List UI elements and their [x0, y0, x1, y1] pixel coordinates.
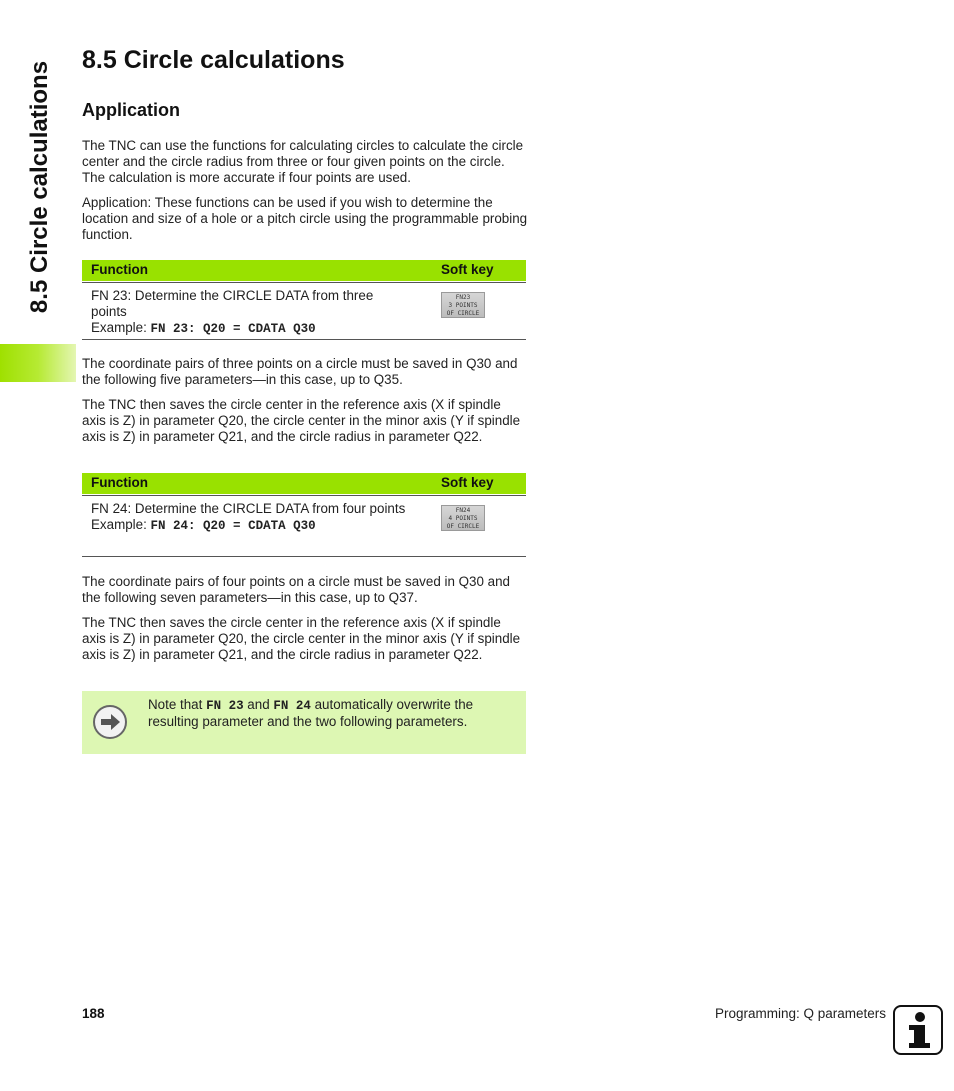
header-softkey: Soft key — [441, 262, 494, 277]
fn24-softkey[interactable]: FN24 4 POINTS OF CIRCLE — [441, 505, 485, 531]
paragraph-intro: The TNC can use the functions for calculating circles to calculate the circle center and the circle radius from three or four given points on the circle. The calculation is more accurate if four points are used. — [82, 138, 524, 185]
softkey-table-fn24 — [82, 473, 526, 557]
section-title: 8.5 Circle calculations — [82, 46, 345, 74]
fn23-softkey[interactable]: FN23 3 POINTS OF CIRCLE — [441, 292, 485, 318]
info-icon[interactable] — [893, 1005, 943, 1055]
side-chapter-title: 8.5 Circle calculations — [26, 60, 53, 314]
footer-chapter: Programming: Q parameters — [714, 1006, 886, 1021]
subsection-title: Application — [82, 100, 180, 120]
example-code: FN 24: Q20 = CDATA Q30 — [150, 519, 316, 533]
function-description: FN 24: Determine the CIRCLE DATA from four points Example: FN 24: Q20 = CDATA Q30 — [91, 501, 406, 533]
example-code: FN 23: Q20 = CDATA Q30 — [150, 322, 316, 336]
header-function: Function — [91, 475, 148, 490]
header-softkey: Soft key — [441, 475, 494, 490]
table-row — [82, 495, 526, 557]
paragraph-application: Application: These functions can be used if you wish to determine the location and size of a hole or a pitch circle using the programmable probing function. — [82, 195, 528, 242]
note-box — [82, 691, 526, 754]
page-number: 188 — [82, 1006, 105, 1021]
function-description: FN 23: Determine the CIRCLE DATA from three points Example: FN 23: Q20 = CDATA Q30 — [91, 288, 374, 336]
header-function: Function — [91, 262, 148, 277]
paragraph-result-fn24: The TNC then saves the circle center in the reference axis (X if spindle axis is Z) in parameter Q20, the circle center in the minor axis (Y if spindle axis is Z) in parameter Q21, and the circle radius in parameter Q22. — [82, 615, 521, 662]
table-header — [82, 260, 526, 281]
chapter-tab-marker — [0, 344, 76, 382]
softkey-table-fn23 — [82, 260, 526, 340]
paragraph-result-fn23: The TNC then saves the circle center in the reference axis (X if spindle axis is Z) in parameter Q20, the circle center in the minor axis (Y if spindle axis is Z) in parameter Q21, and the circle radius in parameter Q22. — [82, 397, 521, 444]
note-text: Note that FN 23 and FN 24 automatically overwrite the resulting parameter and the two following parameters. — [148, 697, 474, 729]
paragraph-three-points: The coordinate pairs of three points on a circle must be saved in Q30 and the following five parameters—in this case, up to Q35. — [82, 356, 518, 387]
table-header — [82, 473, 526, 494]
arrow-right-icon — [93, 705, 127, 739]
table-row — [82, 282, 526, 340]
paragraph-four-points: The coordinate pairs of four points on a circle must be saved in Q30 and the following seven parameters—in this case, up to Q37. — [82, 574, 510, 605]
